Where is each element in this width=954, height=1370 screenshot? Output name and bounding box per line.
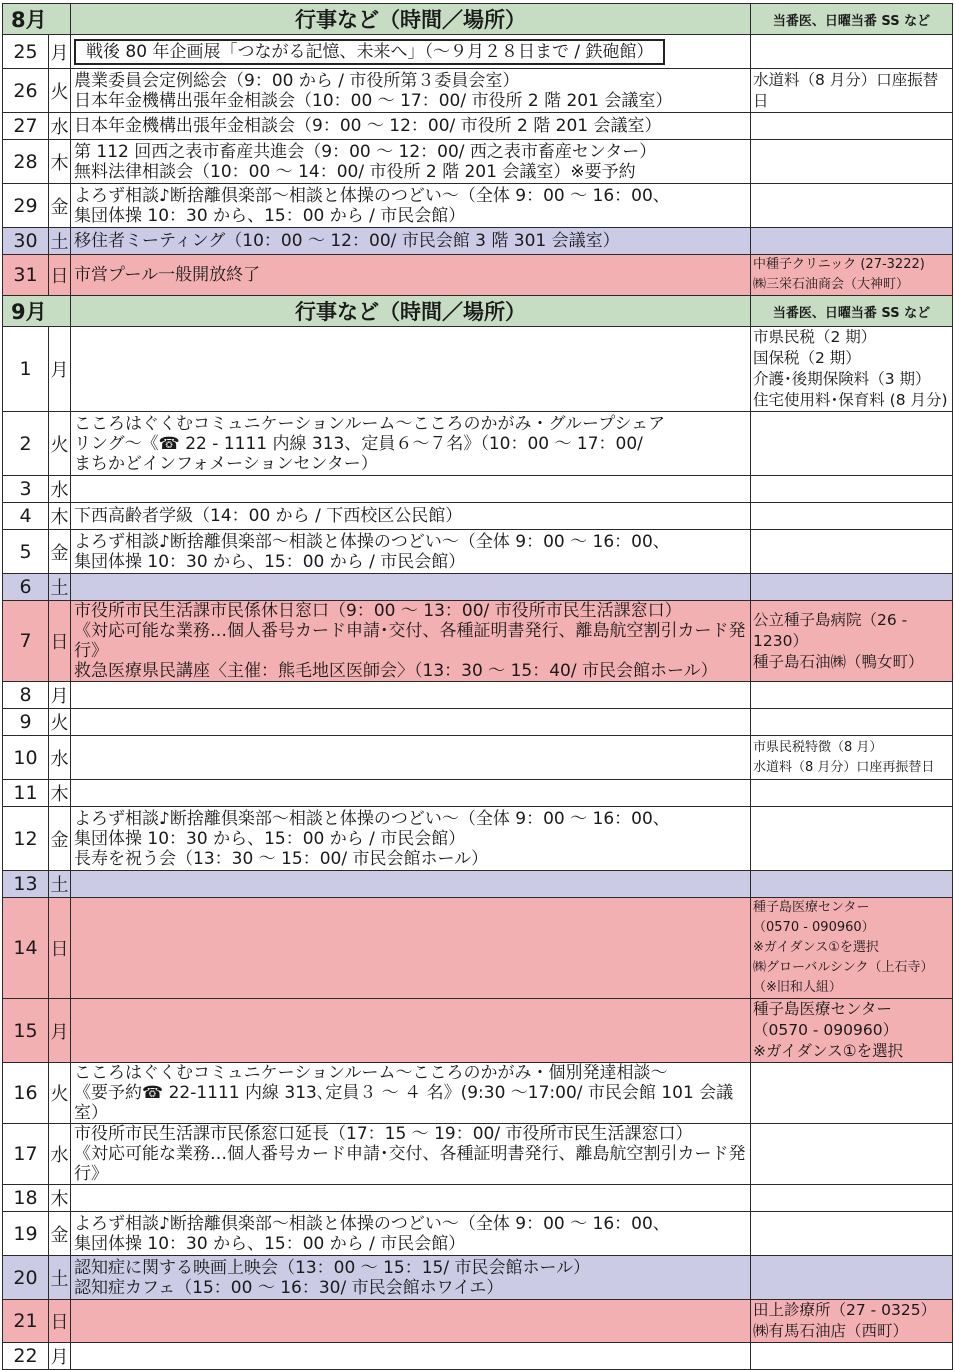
event-cell <box>71 871 751 898</box>
duty-cell: 田上診療所（27 - 0325） ㈱有馬石油店（西町） <box>751 1300 953 1343</box>
event-cell <box>71 1300 751 1343</box>
duty-cell <box>751 412 953 476</box>
weekday: 土 <box>49 1256 71 1300</box>
duty-cell <box>751 476 953 503</box>
calendar-row <box>3 140 953 184</box>
event-cell: 移住者ミーティング（10：00 ～ 12：00/ 市民会館 3 階 301 会議室） <box>71 228 751 255</box>
weekday: 火 <box>49 1063 71 1124</box>
duty-cell: 市県民税（2 期） 国保税（2 期） 介護･後期保険料（3 期） 住宅使用料･保育料 (8 月分) <box>751 327 953 412</box>
weekday: 水 <box>49 1124 71 1185</box>
event-cell <box>71 736 751 780</box>
event-cell: 認知症に関する映画上映会（13：00 ～ 15：15/ 市民会館ホール） 認知症カフェ（15：00 ～ 16：30/ 市民会館ホワイエ） <box>71 1256 751 1300</box>
exhibition-banner: 戦後 80 年企画展「つながる記憶、未来へ」（～９月２８日まで / 鉄砲館） <box>74 39 665 65</box>
duty-cell <box>751 503 953 530</box>
calendar-row <box>3 412 953 476</box>
calendar-row <box>3 1063 953 1124</box>
weekday: 金 <box>49 1212 71 1256</box>
day-number: 4 <box>3 503 49 530</box>
duty-cell <box>751 1212 953 1256</box>
duty-cell <box>751 228 953 255</box>
calendar-row <box>3 898 953 999</box>
weekday: 水 <box>49 476 71 503</box>
event-cell <box>71 574 751 601</box>
weekday: 日 <box>49 1300 71 1343</box>
calendar-row <box>3 1256 953 1300</box>
duty-cell: 種子島医療センター （0570 - 090960） ※ガイダンス①を選択 <box>751 999 953 1063</box>
weekday: 月 <box>49 682 71 709</box>
weekday: 月 <box>49 1343 71 1370</box>
calendar-row <box>3 736 953 780</box>
calendar-row <box>3 1343 953 1370</box>
calendar-row <box>3 255 953 296</box>
calendar-row <box>3 327 953 412</box>
duty-cell <box>751 780 953 807</box>
duty-cell <box>751 1256 953 1300</box>
day-number: 25 <box>3 35 49 69</box>
duty-cell <box>751 574 953 601</box>
day-number: 6 <box>3 574 49 601</box>
duty-cell <box>751 1185 953 1212</box>
duty-cell <box>751 140 953 184</box>
weekday: 火 <box>49 709 71 736</box>
calendar-row <box>3 871 953 898</box>
weekday: 木 <box>49 140 71 184</box>
duty-cell <box>751 1063 953 1124</box>
weekday: 水 <box>49 736 71 780</box>
weekday: 月 <box>49 35 71 69</box>
calendar-row <box>3 709 953 736</box>
calendar-row <box>3 530 953 574</box>
event-cell: 日本年金機構出張年金相談会（9：00 ～ 12：00/ 市役所 2 階 201 会議室） <box>71 113 751 140</box>
calendar-page <box>2 3 952 1370</box>
duty-cell <box>751 1343 953 1370</box>
day-number: 11 <box>3 780 49 807</box>
calendar-row <box>3 35 953 69</box>
calendar-row <box>3 807 953 871</box>
calendar-row <box>3 682 953 709</box>
calendar-row <box>3 476 953 503</box>
duty-cell: 市県民税特徴（8 月） 水道料（8 月分）口座再振替日 <box>751 736 953 780</box>
august-duty-heading: 当番医、日曜当番 SS など <box>751 4 953 35</box>
day-number: 28 <box>3 140 49 184</box>
weekday: 金 <box>49 807 71 871</box>
event-cell: よろず相談♪断捨離倶楽部～相談と体操のつどい～（全体 9：00 ～ 16：00、 集団体操 10：30 から、15：00 から / 市民会館） <box>71 530 751 574</box>
weekday: 土 <box>49 574 71 601</box>
day-number: 13 <box>3 871 49 898</box>
duty-cell <box>751 807 953 871</box>
september-events-heading: 行事など（時間／場所） <box>71 296 751 327</box>
day-number: 16 <box>3 1063 49 1124</box>
day-number: 27 <box>3 113 49 140</box>
weekday: 金 <box>49 184 71 228</box>
duty-cell <box>751 113 953 140</box>
weekday: 日 <box>49 255 71 296</box>
duty-cell: 中種子クリニック (27-3222) ㈱三栄石油商会（大神町） <box>751 255 953 296</box>
day-number: 9 <box>3 709 49 736</box>
duty-cell <box>751 35 953 69</box>
event-cell <box>71 999 751 1063</box>
day-number: 22 <box>3 1343 49 1370</box>
august-events-heading: 行事など（時間／場所） <box>71 4 751 35</box>
weekday: 日 <box>49 601 71 682</box>
event-cell <box>71 780 751 807</box>
weekday: 木 <box>49 503 71 530</box>
day-number: 30 <box>3 228 49 255</box>
event-cell <box>71 35 751 69</box>
weekday: 木 <box>49 780 71 807</box>
weekday: 土 <box>49 871 71 898</box>
calendar-row <box>3 1185 953 1212</box>
event-cell <box>71 1343 751 1370</box>
event-cell <box>71 709 751 736</box>
event-cell: よろず相談♪断捨離倶楽部～相談と体操のつどい～（全体 9：00 ～ 16：00、 集団体操 10：30 から、15：00 から / 市民会館） <box>71 1212 751 1256</box>
event-cell: よろず相談♪断捨離倶楽部～相談と体操のつどい～（全体 9：00 ～ 16：00、 集団体操 10：30 から、15：00 から / 市民会館） <box>71 184 751 228</box>
event-cell: 市役所市民生活課市民係窓口延長（17：15 ～ 19：00/ 市役所市民生活課窓口） 《対応可能な業務…個人番号カード申請･交付、各種証明書発行、離島航空割引カード発行》 <box>71 1124 751 1185</box>
september-header-row <box>3 296 953 327</box>
event-cell: こころはぐくむコミュニケーションルーム～こころのかがみ・個別発達相談～ 《要予約☎ 22-1111 内線 313､定員３ ～ ４ 名》(9:30 ～17:00/ 市民会館 101 会議室） <box>71 1063 751 1124</box>
weekday: 火 <box>49 412 71 476</box>
september-month-label: 9月 <box>3 296 71 327</box>
august-header-row <box>3 4 953 35</box>
day-number: 12 <box>3 807 49 871</box>
duty-cell: 公立種子島病院（26 - 1230） 種子島石油㈱（鴨女町） <box>751 601 953 682</box>
calendar-row <box>3 1212 953 1256</box>
day-number: 26 <box>3 69 49 113</box>
event-cell <box>71 327 751 412</box>
calendar-row <box>3 574 953 601</box>
day-number: 15 <box>3 999 49 1063</box>
august-month-label: 8月 <box>3 4 71 35</box>
day-number: 19 <box>3 1212 49 1256</box>
calendar-row <box>3 184 953 228</box>
day-number: 17 <box>3 1124 49 1185</box>
event-cell: 市営プール一般開放終了 <box>71 255 751 296</box>
duty-cell <box>751 871 953 898</box>
weekday: 日 <box>49 898 71 999</box>
calendar-row <box>3 999 953 1063</box>
day-number: 2 <box>3 412 49 476</box>
day-number: 1 <box>3 327 49 412</box>
event-cell <box>71 1185 751 1212</box>
event-cell <box>71 898 751 999</box>
calendar-row <box>3 780 953 807</box>
day-number: 31 <box>3 255 49 296</box>
day-number: 3 <box>3 476 49 503</box>
event-cell: こころはぐくむコミュニケーションルーム～こころのかがみ・グループシェア リング～《☎ 22 - 1111 内線 313、定員６～７名》（10：00 ～ 17：00/ まちかどインフォメーションセンター） <box>71 412 751 476</box>
event-calendar-table <box>2 3 953 1370</box>
event-cell: 第 112 回西之表市畜産共進会（9：00 ～ 12：00/ 西之表市畜産センター） 無料法律相談会（10：00 ～ 14：00/ 市役所 2 階 201 会議室）※要予約 <box>71 140 751 184</box>
weekday: 月 <box>49 327 71 412</box>
event-cell: 下西高齢者学級（14：00 から / 下西校区公民館） <box>71 503 751 530</box>
duty-cell <box>751 682 953 709</box>
duty-cell: 水道料（8 月分）口座振替日 <box>751 69 953 113</box>
duty-cell <box>751 1124 953 1185</box>
duty-cell <box>751 184 953 228</box>
event-cell <box>71 682 751 709</box>
calendar-row <box>3 601 953 682</box>
calendar-row <box>3 113 953 140</box>
september-duty-heading: 当番医、日曜当番 SS など <box>751 296 953 327</box>
weekday: 月 <box>49 999 71 1063</box>
event-cell: 農業委員会定例総会（9：00 から / 市役所第３委員会室） 日本年金機構出張年金相談会（10：00 ～ 17：00/ 市役所 2 階 201 会議室） <box>71 69 751 113</box>
calendar-row <box>3 1300 953 1343</box>
day-number: 14 <box>3 898 49 999</box>
day-number: 18 <box>3 1185 49 1212</box>
day-number: 10 <box>3 736 49 780</box>
weekday: 金 <box>49 530 71 574</box>
calendar-row <box>3 503 953 530</box>
calendar-row <box>3 1124 953 1185</box>
day-number: 5 <box>3 530 49 574</box>
event-cell: 市役所市民生活課市民係休日窓口（9：00 ～ 13：00/ 市役所市民生活課窓口） 《対応可能な業務…個人番号カード申請･交付、各種証明書発行、離島航空割引カード発行》 救急医療県民講座〈主催：熊毛地区医師会〉（13：30 ～ 15：40/ 市民会館ホール） <box>71 601 751 682</box>
event-cell <box>71 476 751 503</box>
duty-cell: 種子島医療センター （0570 - 090960） ※ガイダンス①を選択 ㈱グローバルシンク（上石寺） （※旧和人組） <box>751 898 953 999</box>
weekday: 火 <box>49 69 71 113</box>
day-number: 20 <box>3 1256 49 1300</box>
weekday: 木 <box>49 1185 71 1212</box>
day-number: 21 <box>3 1300 49 1343</box>
day-number: 8 <box>3 682 49 709</box>
duty-cell <box>751 530 953 574</box>
calendar-row <box>3 69 953 113</box>
event-cell: よろず相談♪断捨離倶楽部～相談と体操のつどい～（全体 9：00 ～ 16：00、 集団体操 10：30 から、15：00 から / 市民会館） 長寿を祝う会（13：30 ～ 15：00/ 市民会館ホール） <box>71 807 751 871</box>
duty-cell <box>751 709 953 736</box>
day-number: 29 <box>3 184 49 228</box>
weekday: 水 <box>49 113 71 140</box>
weekday: 土 <box>49 228 71 255</box>
day-number: 7 <box>3 601 49 682</box>
calendar-row <box>3 228 953 255</box>
